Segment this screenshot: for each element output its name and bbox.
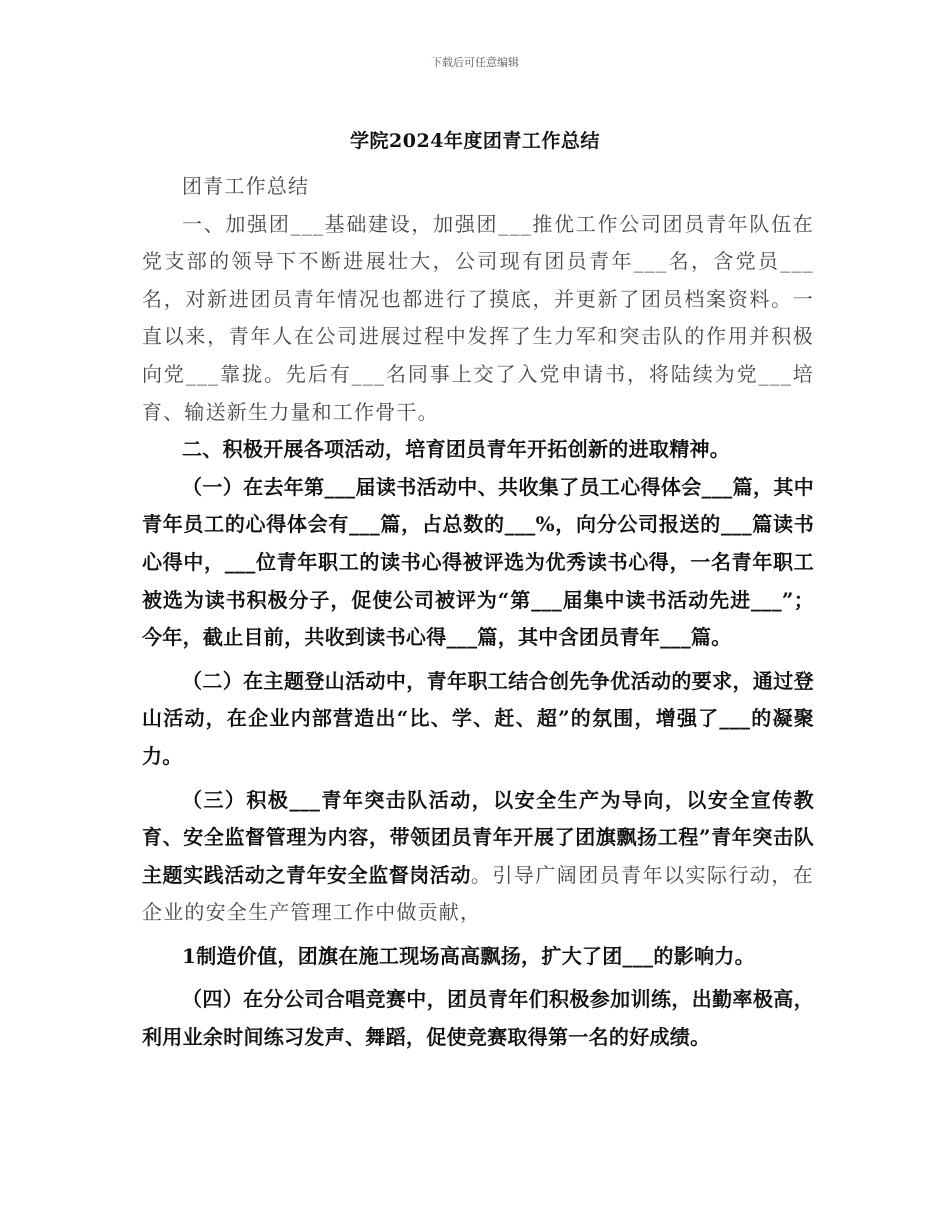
header-note: 下载后可任意编辑 bbox=[431, 56, 519, 69]
document-body bbox=[142, 168, 814, 1057]
paragraph-reading-activity: （一）在去年第___届读书活动中、共收集了员工心得体会___篇，其中青年员工的心得体会有___篇，占总数的___%，向分公司报送的___篇读书心得中，___位青年职工的读书心得被评选为优秀读书心得，一名青年职工被选为读书积极分子，促使公司被评为“第___届集中读书活动先进___”；今年，截止目前，共收到读书心得___篇，其中含团员青年___篇。 bbox=[142, 474, 814, 650]
paragraph-hiking-activity: （二）在主题登山活动中，青年职工结合创先争优活动的要求，通过登山活动，在企业内部营造出“比、学、赶、超”的氛围，增强了___的凝聚力。 bbox=[142, 668, 814, 768]
paragraph-team-building: 一、加强团___基础建设，加强团___推优工作公司团员青年队伍在党支部的领导下不断进展壮大，公司现有团员青年___名，含党员___名，对新进团员青年情况也都进行了摸底，并更新了团员档案资料。一直以来，青年人在公司进展过程中发挥了生力军和突击队的作用并积极向党___靠拢。先后有___名同事上交了入党申请书，将陆续为党___培育、输送新生力量和工作骨干。 bbox=[142, 211, 814, 424]
shock-team-bold-text: （三）积极___青年突击队活动，以安全生产为导向，以安全宣传教育、安全监督管理为内容，带领团员青年开展了团旗飘扬工程”青年突击队主题实践活动之青年安全监督岗活动 bbox=[142, 787, 814, 887]
paragraph-shock-team-activity bbox=[142, 782, 814, 932]
paragraph-value-creation: 1制造价值，团旗在施工现场高高飘扬，扩大了团___的影响力。 bbox=[182, 943, 755, 968]
paragraph-activities-heading: 二、积极开展各项活动，培育团员青年开拓创新的进取精神。 bbox=[182, 437, 731, 462]
shock-team-light-text: 。引导广阔团员青年以实际行动，在企业的安全生产管理工作中做贡献， bbox=[142, 862, 814, 925]
section-heading: 团青工作总结 bbox=[182, 174, 310, 198]
paragraph-choir-contest: （四）在分公司合唱竞赛中，团员青年们积极参加训练，出勤率极高，利用业余时间练习发声、舞蹈，促使竞赛取得第一名的好成绩。 bbox=[142, 987, 814, 1050]
document-title: 学院2024年度团青工作总结 bbox=[350, 130, 600, 152]
